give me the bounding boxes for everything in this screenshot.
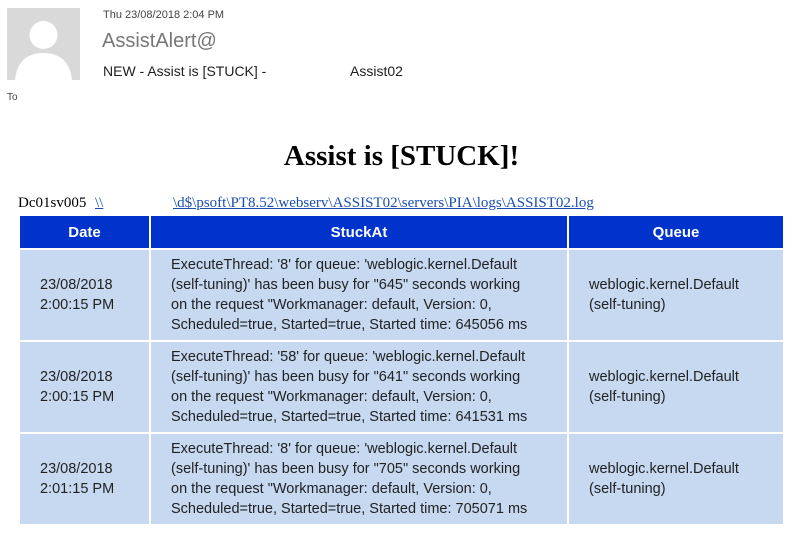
date-value: 23/08/2018 bbox=[40, 277, 113, 293]
queue-line: (self-tuning) bbox=[589, 389, 666, 405]
stuckat-line: Scheduled=true, Started=true, Started time: 645056 ms bbox=[171, 317, 528, 333]
queue-line: weblogic.kernel.Default bbox=[589, 277, 739, 293]
table-row bbox=[19, 341, 784, 433]
stuckat-line: (self-tuning)' has been busy for "705" seconds working bbox=[171, 461, 521, 477]
stuckat-line: ExecuteThread: '8' for queue: 'weblogic.kernel.Default bbox=[171, 257, 518, 273]
queue-line: (self-tuning) bbox=[589, 297, 666, 313]
date-value: 23/08/2018 bbox=[40, 461, 113, 477]
date-cell bbox=[19, 433, 150, 525]
stuck-threads-table bbox=[18, 214, 785, 526]
stuckat-line: on the request "Workmanager: default, Version: 0, bbox=[171, 297, 492, 313]
column-header-date: Date bbox=[19, 215, 150, 249]
date-cell bbox=[19, 249, 150, 341]
time-value: 2:00:15 PM bbox=[40, 297, 115, 313]
stuckat-cell bbox=[150, 249, 568, 341]
time-value: 2:01:15 PM bbox=[40, 481, 115, 497]
subject-prefix: NEW - Assist is [STUCK] - bbox=[103, 63, 267, 79]
column-header-stuckat: StuckAt bbox=[150, 215, 568, 249]
queue-cell bbox=[568, 433, 784, 525]
date-cell bbox=[19, 341, 150, 433]
stuckat-line: on the request "Workmanager: default, Version: 0, bbox=[171, 481, 492, 497]
table-header-row bbox=[19, 215, 784, 249]
log-path-line bbox=[18, 195, 594, 212]
subject-server: Assist02 bbox=[350, 63, 403, 79]
queue-line: (self-tuning) bbox=[589, 481, 666, 497]
stuckat-cell bbox=[150, 341, 568, 433]
stuckat-cell bbox=[150, 433, 568, 525]
stuckat-line: ExecuteThread: '58' for queue: 'weblogic.kernel.Default bbox=[171, 349, 526, 365]
stuckat-line: Scheduled=true, Started=true, Started time: 641531 ms bbox=[171, 409, 528, 425]
email-subject bbox=[103, 63, 403, 79]
host-name: Dc01sv005 bbox=[18, 195, 87, 211]
stuckat-line: on the request "Workmanager: default, Version: 0, bbox=[171, 389, 492, 405]
queue-cell bbox=[568, 249, 784, 341]
table-row bbox=[19, 433, 784, 525]
stuckat-line: (self-tuning)' has been busy for "645" seconds working bbox=[171, 277, 521, 293]
stuckat-line: (self-tuning)' has been busy for "641" seconds working bbox=[171, 369, 521, 385]
column-header-queue: Queue bbox=[568, 215, 784, 249]
queue-line: weblogic.kernel.Default bbox=[589, 461, 739, 477]
sender-name[interactable]: AssistAlert@ bbox=[102, 30, 217, 52]
log-link-prefix[interactable]: \\ bbox=[95, 195, 104, 211]
table-row bbox=[19, 249, 784, 341]
message-heading: Assist is [STUCK]! bbox=[283, 140, 520, 172]
log-link-path[interactable]: \d$\psoft\PT8.52\webserv\ASSIST02\servers\PIA\logs\ASSIST02.log bbox=[173, 195, 594, 211]
time-value: 2:00:15 PM bbox=[40, 389, 115, 405]
stuckat-line: Scheduled=true, Started=true, Started time: 705071 ms bbox=[171, 501, 528, 517]
sender-avatar bbox=[7, 8, 80, 80]
queue-line: weblogic.kernel.Default bbox=[589, 369, 739, 385]
to-label: To bbox=[7, 92, 18, 103]
stuckat-line: ExecuteThread: '8' for queue: 'weblogic.kernel.Default bbox=[171, 441, 518, 457]
person-icon bbox=[7, 8, 80, 80]
email-date: Thu 23/08/2018 2:04 PM bbox=[103, 9, 225, 21]
date-value: 23/08/2018 bbox=[40, 369, 113, 385]
queue-cell bbox=[568, 341, 784, 433]
